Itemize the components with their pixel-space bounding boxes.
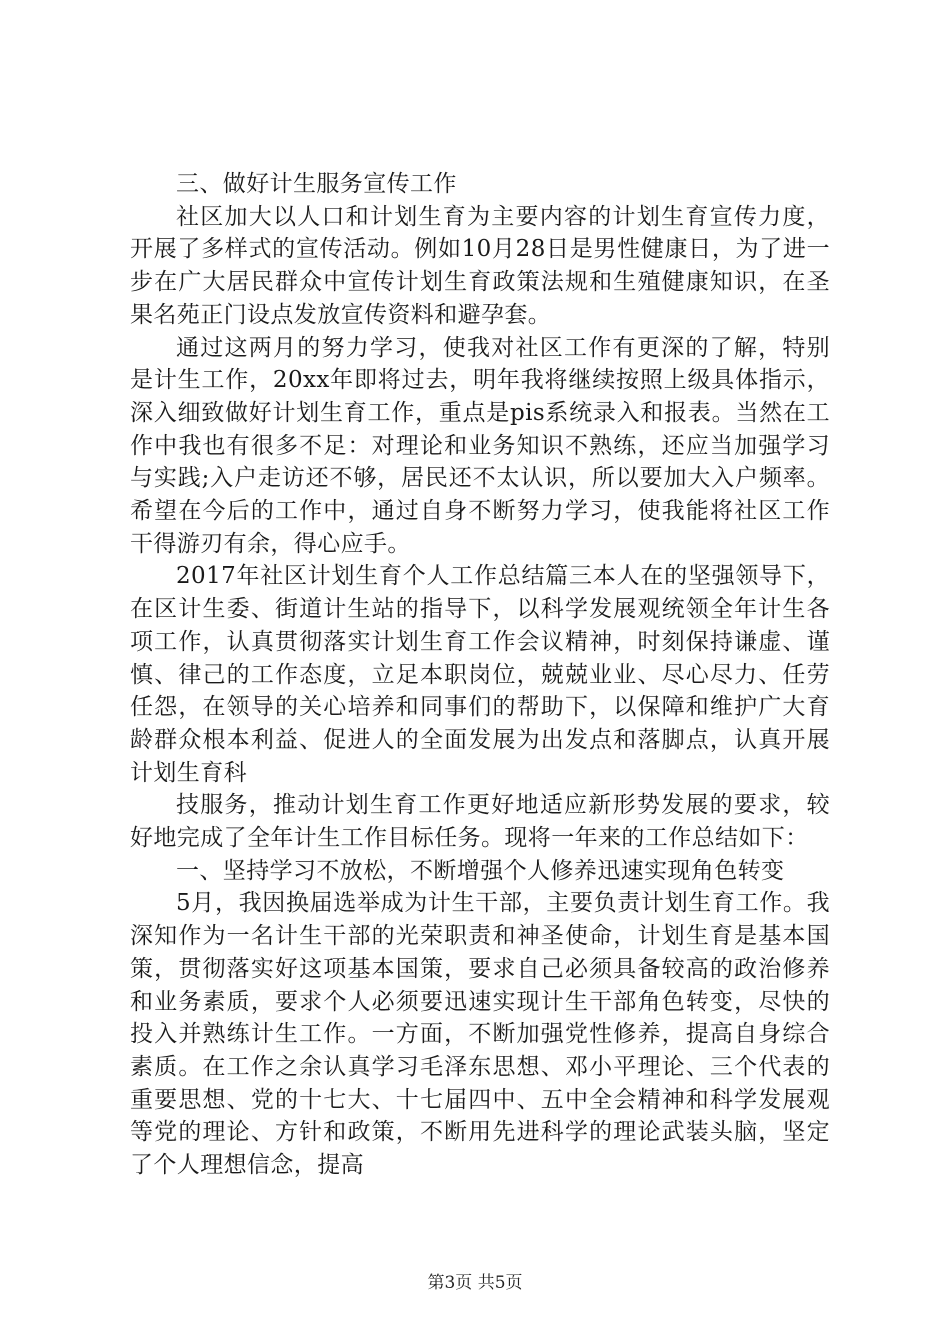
paragraph-annual-summary-intro: 2017年社区计划生育个人工作总结篇三本人在的坚强领导下，在区计生委、街道计生站的指导下，以科学发展观统领全年计生各项工作，认真贯彻落实计划生育工作会议精神，时刻保持谦虚、谨慎、律己的工作态度，立足本职岗位，兢兢业业、尽心尽力、任劳任怨，在领导的关心培养和同事们的帮助下，以保障和维护广大育龄群众根本利益、促进人的全面发展为出发点和落脚点，认真开展计划生育科 (130, 563, 830, 786)
section-heading-publicity: 三、做好计生服务宣传工作 (176, 171, 457, 197)
section-heading-study: 一、坚持学习不放松，不断增强个人修养迅速实现角色转变 (176, 857, 785, 884)
paragraph-annual-summary-continued: 技服务，推动计划生育工作更好地适应新形势发展的要求，较好地完成了全年计生工作目标任务。现将一年来的工作总结如下： (130, 792, 830, 852)
paragraph-study-summary: 通过这两月的努力学习，使我对社区工作有更深的了解，特别是计生工作，20xx年即将过去，明年我将继续按照上级具体指示，深入细致做好计划生育工作，重点是pis系统录入和报表。当然在工作中我也有很多不足：对理论和业务知识不熟练，还应当加强学习与实践;入户走访还不够，居民还不太认识，所以要加大入户频率。希望在今后的工作中，通过自身不断努力学习，使我能将社区工作干得游刃有余，得心应手。 (130, 334, 830, 557)
page-number-footer: 第3页 共5页 (427, 1273, 523, 1293)
document-body (130, 168, 830, 1182)
paragraph-role-transition: 5月，我因换届选举成为计生干部，主要负责计划生育工作。我深知作为一名计生干部的光荣职责和神圣使命，计划生育是基本国策，贯彻落实好这项基本国策，要求自己必须具备较高的政治修养和业务素质，要求个人必须要迅速实现计生干部角色转变，尽快的投入并熟练计生工作。一方面，不断加强党性修养，提高自身综合素质。在工作之余认真学习毛泽东思想、邓小平理论、三个代表的重要思想、党的十七大、十七届四中、五中全会精神和科学发展观等党的理论、方针和政策，不断用先进科学的理论武装头脑，坚定了个人理想信念，提高 (130, 890, 830, 1179)
paragraph-publicity: 社区加大以人口和计划生育为主要内容的计划生育宣传力度，开展了多样式的宣传活动。例如10月28日是男性健康日，为了进一步在广大居民群众中宣传计划生育政策法规和生殖健康知识，在圣果名苑正门设点发放宣传资料和避孕套。 (130, 203, 830, 328)
